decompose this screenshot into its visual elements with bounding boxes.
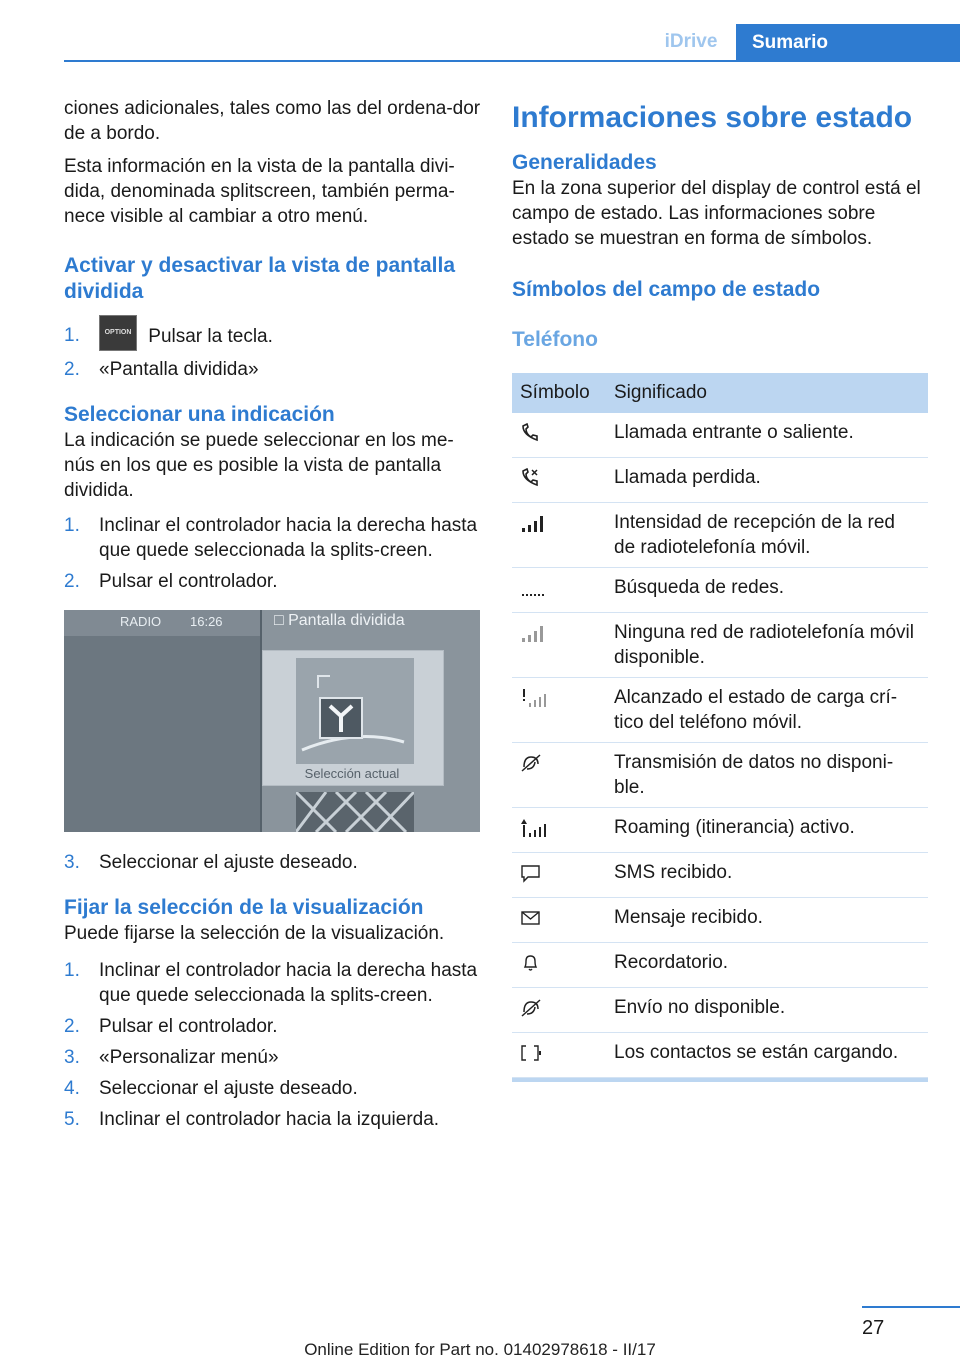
symbol-meaning: Mensaje recibido.: [606, 898, 928, 943]
step-number: 2.: [64, 1016, 80, 1037]
heading-activate-split: Activar y desactivar la vista de pantalla dividida: [64, 254, 456, 303]
step-text: Inclinar el controlador hacia la derecha hasta que quede seleccionada la splits-creen.: [99, 515, 478, 561]
footer-rule: [862, 1306, 960, 1308]
table-bottom-rule: [512, 1078, 928, 1082]
table-row: [512, 853, 928, 898]
left-column: [64, 96, 482, 1138]
screen-time-label: 16:26: [190, 614, 223, 629]
network-search-icon: [520, 578, 548, 598]
heading-phone: Teléfono: [512, 328, 598, 351]
roaming-icon: [520, 818, 548, 838]
low-battery-icon: [520, 688, 548, 708]
table-row: [512, 1033, 928, 1078]
steps-after-screen: [64, 850, 482, 875]
step-number: 3.: [64, 852, 80, 873]
symbol-meaning: Intensidad de recepción de la red de radiotelefonía móvil.: [606, 503, 928, 568]
right-column: [512, 96, 928, 1082]
screen-image-thumbnail: [296, 792, 414, 832]
intro-paragraph-1: ciones adicionales, tales como las del ordena-dor de a bordo.: [64, 98, 481, 144]
mail-icon: [520, 908, 542, 928]
steps-activate: [64, 323, 482, 382]
symbol-meaning: Ninguna red de radiotelefonía móvil disponible.: [606, 613, 928, 678]
step-text: «Personalizar menú»: [99, 1047, 279, 1068]
list-item: [64, 850, 482, 875]
fix-paragraph: Puede fijarse la selección de la visualización.: [64, 923, 445, 944]
splitscreen-photo: [64, 610, 480, 832]
step-text: Inclinar el controlador hacia la izquierda.: [99, 1109, 440, 1130]
contacts-loading-icon: [520, 1043, 542, 1063]
list-item: [64, 1076, 482, 1101]
step-number: 1.: [64, 515, 80, 536]
table-row: [512, 988, 928, 1033]
table-row: [512, 458, 928, 503]
step-text: Pulsar el controlador.: [99, 571, 278, 592]
table-row: [512, 898, 928, 943]
bell-icon: [520, 953, 542, 973]
table-row: [512, 808, 928, 853]
step-text: «Pantalla dividida»: [99, 359, 259, 380]
step-number: 3.: [64, 1047, 80, 1068]
steps-fix: [64, 958, 482, 1132]
status-symbol-table: [512, 373, 928, 1078]
steps-select: [64, 513, 482, 594]
list-item: [64, 569, 482, 594]
symbol-meaning: Llamada entrante o saliente.: [606, 413, 928, 458]
sms-icon: [520, 863, 542, 883]
missed-call-icon: [520, 468, 540, 488]
intro-paragraph-2: Esta información en la vista de la pantalla divi-dida, denominada splitscreen, también perma-nece visible al cambiar a otro menú.: [64, 156, 455, 227]
symbol-meaning: Envío no disponible.: [606, 988, 928, 1033]
screen-selection-label: Selección actual: [304, 766, 400, 781]
no-data-icon: [520, 753, 542, 773]
heading-general: Generalidades: [512, 151, 657, 174]
list-item: [64, 323, 482, 351]
phone-call-icon: [520, 423, 540, 443]
list-item: [64, 1014, 482, 1039]
table-row: [512, 568, 928, 613]
column-header-symbol: Símbolo: [512, 373, 606, 413]
list-item: [64, 1107, 482, 1132]
list-item: [64, 513, 482, 563]
header-rule: [64, 60, 960, 62]
page-number: 27: [862, 1317, 885, 1339]
step-text: Seleccionar el ajuste deseado.: [99, 1078, 358, 1099]
step-text: Seleccionar el ajuste deseado.: [99, 852, 358, 873]
general-paragraph: En la zona superior del display de control está el campo de estado. Las informaciones sobre estado se muestran en forma de símbolos.: [512, 178, 921, 249]
symbol-meaning: Roaming (itinerancia) activo.: [606, 808, 928, 853]
step-number: 1.: [64, 960, 80, 981]
heading-select-indication: Seleccionar una indicación: [64, 403, 335, 426]
navigation-arrow-icon: [296, 658, 414, 764]
option-key-icon: OPTION: [99, 315, 137, 351]
edition-footer: Online Edition for Part no. 01402978618 - II/17: [304, 1340, 656, 1359]
table-row: [512, 413, 928, 458]
screen-radio-label: RADIO: [120, 614, 162, 629]
send-unavailable-icon: [520, 998, 542, 1018]
symbol-meaning: SMS recibido.: [606, 853, 928, 898]
step-number: 2.: [64, 359, 80, 380]
signal-strength-icon: [520, 513, 548, 533]
select-paragraph: La indicación se puede seleccionar en los me-nús en los que es posible la vista de pantalla dividida.: [64, 430, 454, 501]
table-row: [512, 678, 928, 743]
symbol-meaning: Transmisión de datos no disponi-ble.: [606, 743, 928, 808]
step-text: Pulsar el controlador.: [99, 1016, 278, 1037]
symbol-meaning: Recordatorio.: [606, 943, 928, 988]
table-row: [512, 503, 928, 568]
step-number: 1.: [64, 325, 80, 346]
symbol-meaning: Los contactos se están cargando.: [606, 1033, 928, 1078]
list-item: [64, 958, 482, 1008]
screen-split-title: □ Pantalla dividida: [274, 612, 405, 629]
column-header-meaning: Significado: [606, 373, 928, 413]
table-row: [512, 943, 928, 988]
symbol-meaning: Alcanzado el estado de carga crí-tico del teléfono móvil.: [606, 678, 928, 743]
tab-sumario[interactable]: Sumario: [736, 24, 960, 62]
screen-nav-preview: [296, 658, 414, 764]
page-title: Informaciones sobre estado: [512, 101, 913, 134]
step-text: Pulsar la tecla.: [148, 326, 273, 348]
heading-status-symbols: Símbolos del campo de estado: [512, 278, 821, 301]
no-network-icon: [520, 623, 548, 643]
step-text: Inclinar el controlador hacia la derecha hasta que quede seleccionada la splits-creen.: [99, 960, 478, 1006]
table-row: [512, 613, 928, 678]
table-row: [512, 743, 928, 808]
list-item: [64, 1045, 482, 1070]
table-header-row: [512, 373, 928, 413]
heading-fix-selection: Fijar la selección de la visualización: [64, 896, 424, 919]
symbol-meaning: Llamada perdida.: [606, 458, 928, 503]
step-number: 2.: [64, 571, 80, 592]
list-item: [64, 357, 482, 382]
step-number: 4.: [64, 1078, 80, 1099]
symbol-meaning: Búsqueda de redes.: [606, 568, 928, 613]
step-number: 5.: [64, 1109, 80, 1130]
tab-idrive[interactable]: iDrive: [664, 31, 718, 52]
